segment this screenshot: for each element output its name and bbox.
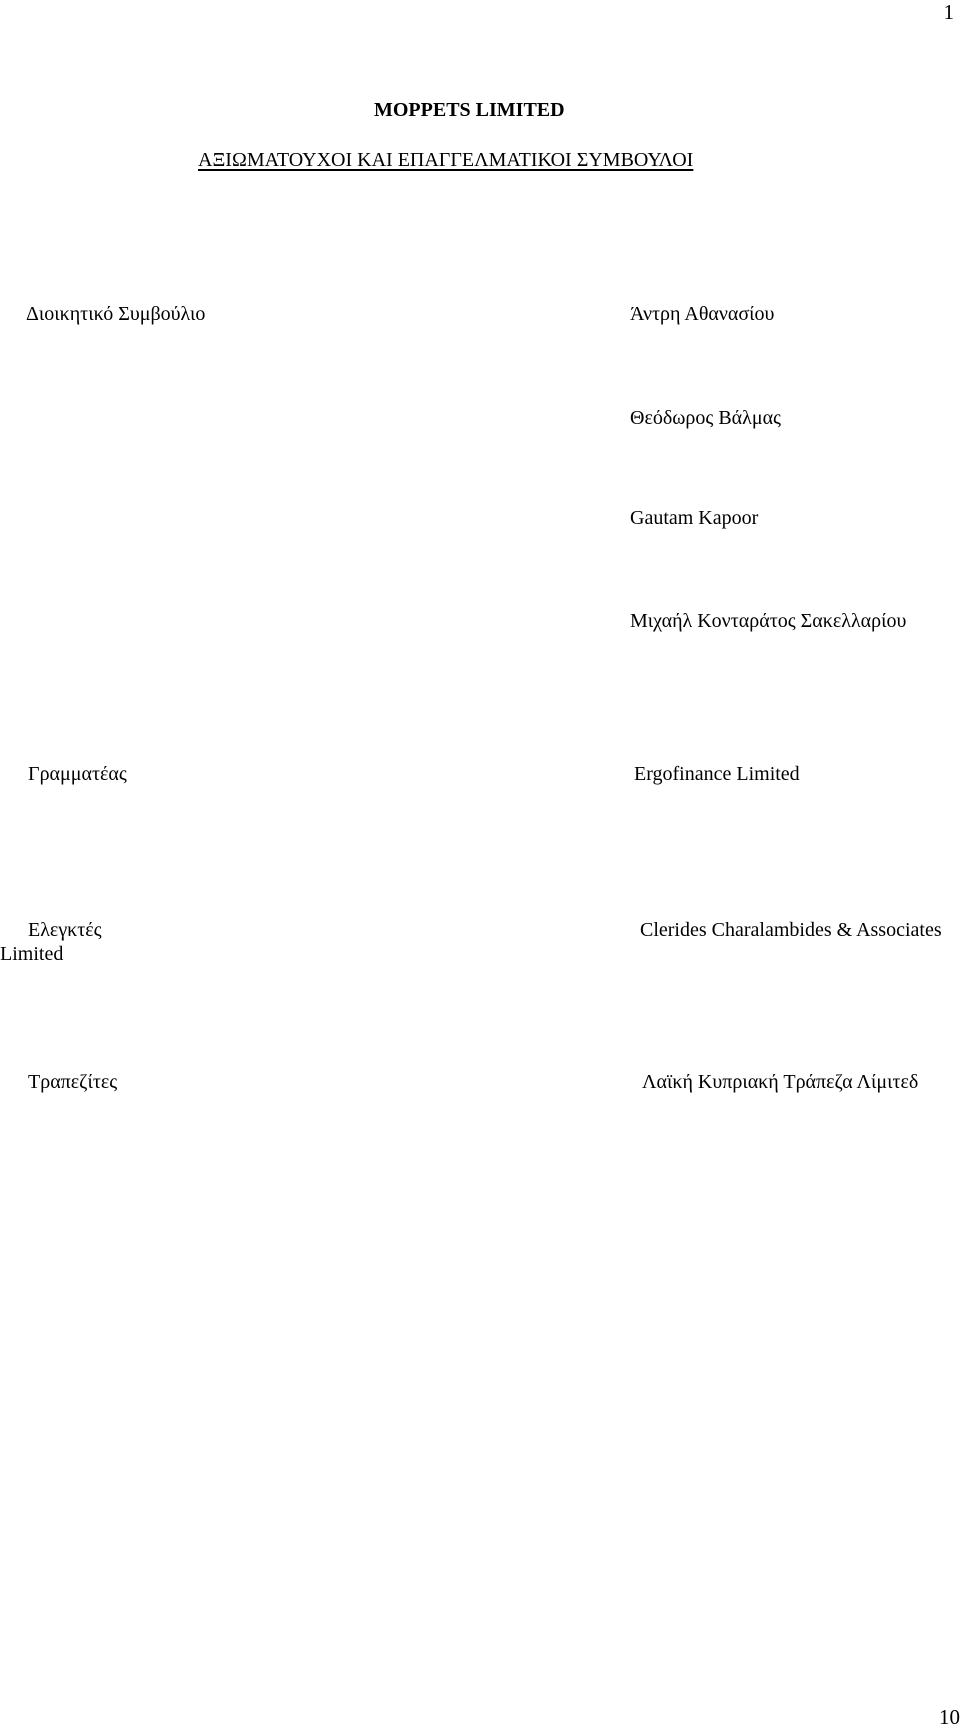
board-member: Άντρη Αθανασίου — [630, 303, 775, 325]
board-label: Διοικητικό Συμβούλιο — [26, 303, 206, 325]
section-heading: ΑΞΙΩΜΑΤΟΥΧΟΙ ΚΑΙ ΕΠΑΓΓΕΛΜΑΤΙΚΟΙ ΣΥΜΒΟΥΛΟΙ — [198, 149, 694, 171]
auditors-label: Ελεγκτές — [28, 919, 102, 941]
board-member: Θεόδωρος Βάλμας — [630, 407, 781, 429]
company-title: MOPPETS LIMITED — [374, 99, 565, 121]
board-member: Μιχαήλ Κονταράτος Σακελλαρίου — [630, 610, 907, 632]
auditors-value — [640, 918, 960, 942]
secretary-label: Γραμματέας — [28, 763, 127, 785]
bankers-label: Τραπεζίτες — [28, 1071, 118, 1093]
page-number-top: 1 — [943, 0, 954, 24]
auditors-value-line2: Limited — [0, 943, 64, 965]
page-number-bottom: 10 — [939, 1705, 960, 1729]
secretary-value: Ergofinance Limited — [634, 763, 800, 785]
auditors-value-line1: Clerides Charalambides & Associates — [640, 919, 942, 941]
bankers-value: Λαϊκή Κυπριακή Τράπεζα Λίμιτεδ — [642, 1071, 919, 1093]
board-member: Gautam Kapoor — [630, 507, 759, 529]
